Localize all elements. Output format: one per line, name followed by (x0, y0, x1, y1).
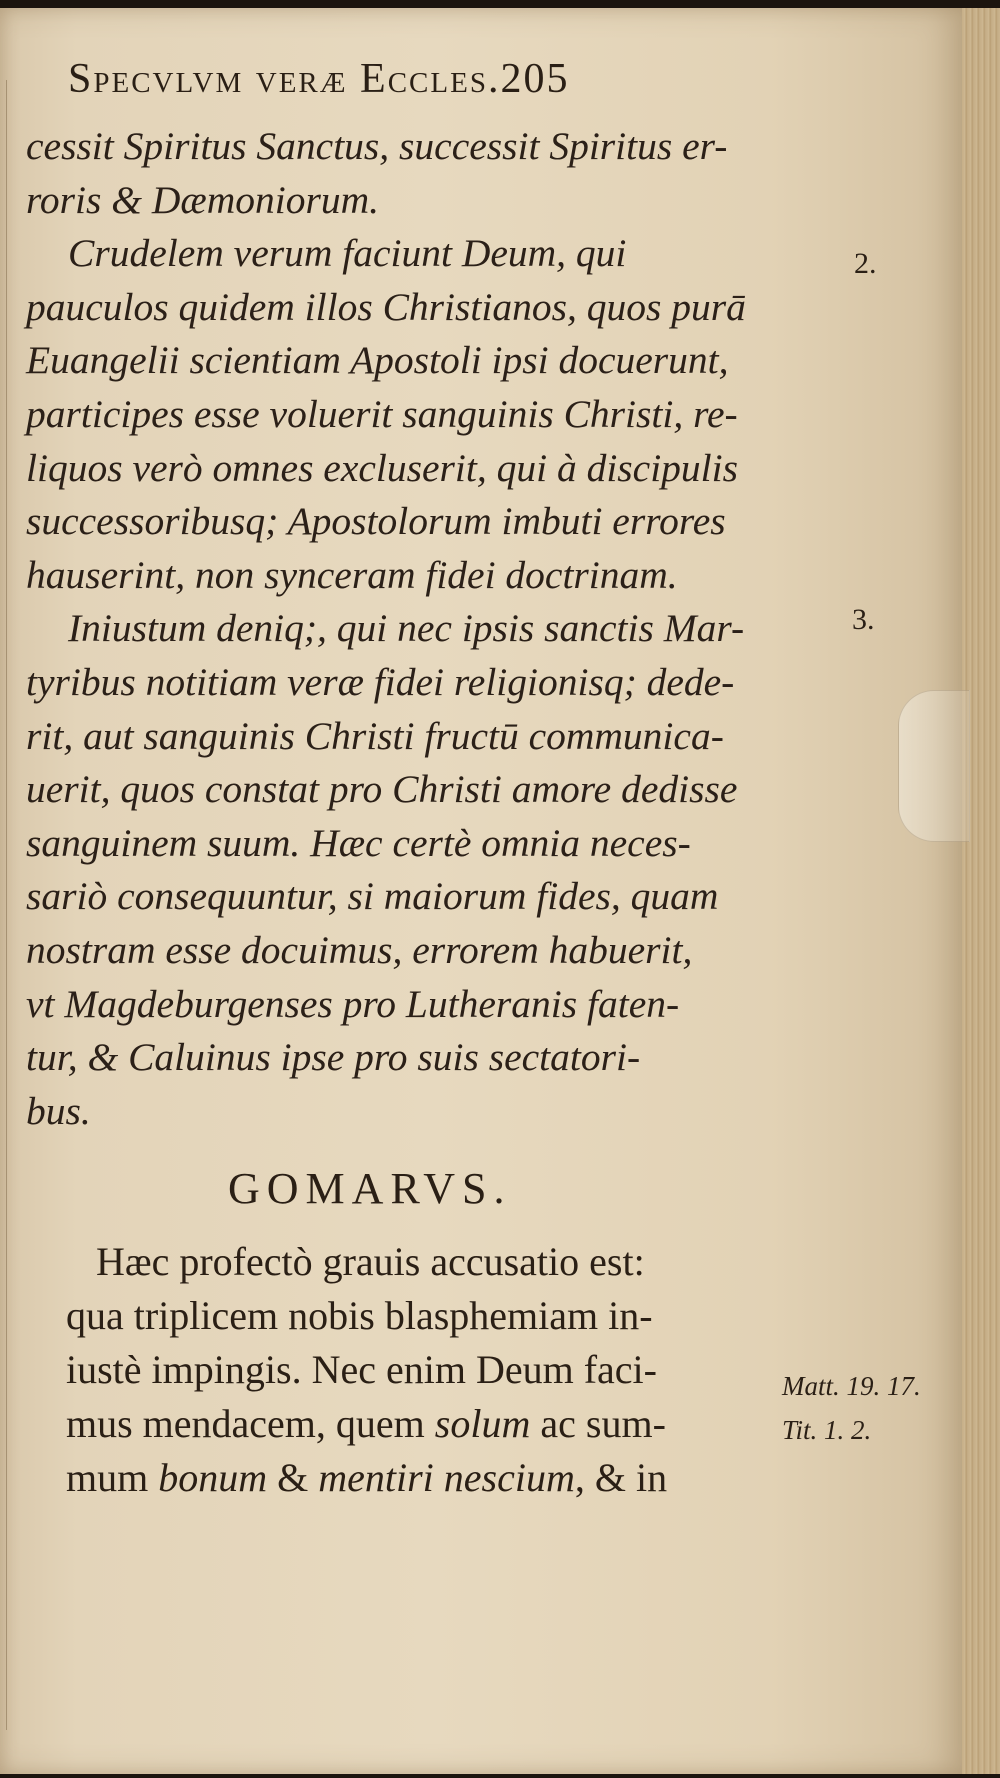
margin-reference-matthew: Matt. 19. 17. (782, 1371, 921, 1401)
text-line: Euangelii scientiam Apostoli ipsi docuerunt, (26, 338, 729, 383)
text-line: liquos verò omnes excluserit, qui à discipulis (26, 445, 739, 490)
running-header (68, 55, 569, 103)
text-line: iustè impingis. Nec enim Deum faci- (66, 1347, 657, 1392)
text-line: uerit, quos constat pro Christi amore dedisse (26, 767, 738, 812)
text-line (66, 1397, 786, 1451)
text-line: rit, aut sanguinis Christi fructū communica- (26, 713, 724, 758)
text-line: sanguinem suum. Hӕc certè omnia neces- (26, 820, 691, 865)
gutter-line (6, 80, 7, 1730)
text-line: Hӕc profectò grauis accusatio est: (96, 1239, 645, 1284)
margin-note-3: 3. (852, 603, 875, 636)
margin-reference-titus: Tit. 1. 2. (782, 1415, 872, 1445)
text-line: Iniustum deniq;, qui nec ipsis sanctis Mar- (68, 606, 745, 651)
text-run: mus mendacem, quem (66, 1401, 435, 1446)
text-line: nostram esse docuimus, errorem habuerit, (26, 927, 693, 972)
text-line (66, 1451, 786, 1505)
margin-note-2: 2. (854, 247, 877, 280)
text-line: sariò consequuntur, si maiorum fides, quam (26, 874, 719, 919)
text-line: Crudelem verum faciunt Deum, qui (68, 231, 627, 276)
italic-run: mentiri nescium (318, 1455, 575, 1500)
text-line: qua triplicem nobis blasphemiam in- (66, 1293, 653, 1338)
roman-passage (66, 1235, 786, 1505)
text-line: successoribusq; Apostolorum imbuti errores (26, 499, 726, 544)
text-line: pauculos quidem illos Christianos, quos purā (26, 284, 746, 329)
italic-run: bonum (158, 1455, 268, 1500)
section-title: GOMARVS. (228, 1164, 512, 1213)
text-run: ac sum- (530, 1401, 666, 1446)
text-line: vt Magdeburgenses pro Lutheranis faten- (26, 981, 680, 1026)
text-run: , & in (574, 1455, 668, 1500)
page-fold (898, 690, 970, 842)
text-line: cessit Spiritus Sanctus, successit Spiritus er- (26, 124, 728, 168)
running-title: Specvlvm verӕ Eccles. (68, 56, 501, 102)
page-number: 205 (500, 56, 570, 102)
text-line: roris & Dӕmoniorum. (26, 177, 379, 222)
text-line: tyribus notitiam verӕ fidei religionisq; dede- (26, 659, 735, 704)
italic-run: solum (434, 1401, 531, 1446)
text-run: mum (66, 1455, 159, 1500)
text-line: bus. (26, 1088, 91, 1133)
text-line: tur, & Caluinus ipse pro suis sectatori- (26, 1035, 641, 1080)
text-line: hauserint, non synceram fidei doctrinam. (26, 552, 678, 597)
text-run: & (267, 1455, 319, 1500)
italic-passage (26, 120, 796, 1138)
page-edges (962, 8, 1000, 1774)
text-line: participes esse voluerit sanguinis Christi, re- (26, 391, 738, 436)
